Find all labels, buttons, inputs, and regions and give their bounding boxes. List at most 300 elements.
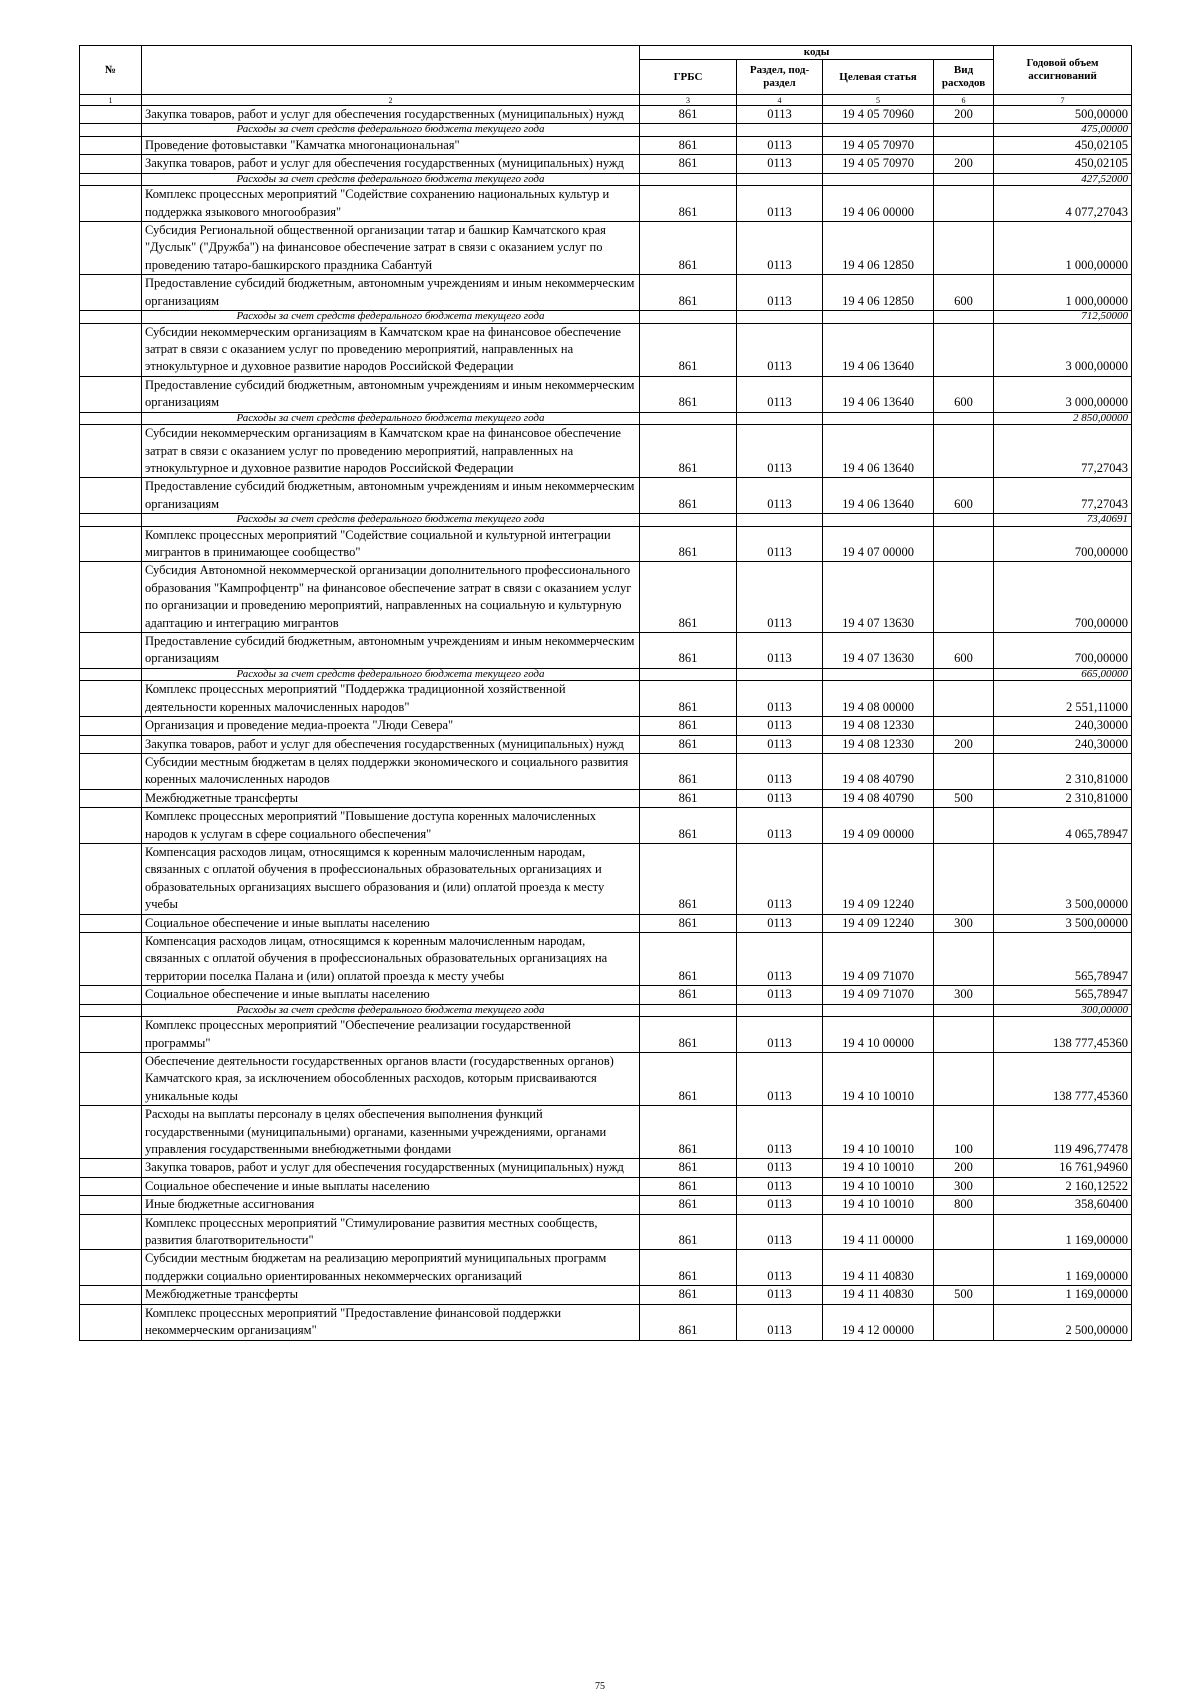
target-article-code: 19 4 05 70970 bbox=[823, 136, 934, 154]
col-number: 1 bbox=[80, 95, 142, 106]
grbs-code: 861 bbox=[640, 275, 737, 311]
section-code: 0113 bbox=[737, 136, 823, 154]
grbs-code: 861 bbox=[640, 933, 737, 986]
expense-type-code: 200 bbox=[934, 106, 994, 124]
annual-amount: 77,27043 bbox=[994, 478, 1132, 514]
row-description: Субсидия Автономной некоммерческой организации дополнительного профессионального образования "Кампрофцентр" на финансовое обеспечение затрат в связи с оказанием услуг по организации и проведению мероприятий, направленных на социальную и культурную адаптацию и интеграцию мигрантов bbox=[142, 562, 640, 633]
target-article-code: 19 4 09 00000 bbox=[823, 808, 934, 844]
federal-note: Расходы за счет средств федерального бюджета текущего года bbox=[142, 311, 640, 324]
expense-type-code bbox=[934, 1017, 994, 1053]
federal-amount: 427,52000 bbox=[994, 173, 1132, 186]
header-column-numbers bbox=[80, 95, 1132, 106]
row-description: Субсидии местным бюджетам в целях поддержки экономического и социального развития коренных малочисленных народов bbox=[142, 754, 640, 790]
annual-amount: 2 551,11000 bbox=[994, 681, 1132, 717]
empty-code-cell bbox=[823, 173, 934, 186]
table-row bbox=[80, 789, 1132, 807]
expense-type-code bbox=[934, 1250, 994, 1286]
row-number-cell bbox=[80, 668, 142, 681]
col-number: 3 bbox=[640, 95, 737, 106]
federal-amount: 712,50000 bbox=[994, 311, 1132, 324]
annual-amount: 240,30000 bbox=[994, 717, 1132, 735]
annual-amount: 138 777,45360 bbox=[994, 1017, 1132, 1053]
header-codes: коды bbox=[640, 46, 994, 60]
table-row bbox=[80, 1017, 1132, 1053]
table-row bbox=[80, 1286, 1132, 1304]
col-number: 2 bbox=[142, 95, 640, 106]
expense-type-code bbox=[934, 562, 994, 633]
grbs-code: 861 bbox=[640, 323, 737, 376]
empty-code-cell bbox=[640, 412, 737, 425]
target-article-code: 19 4 07 13630 bbox=[823, 633, 934, 669]
annual-amount: 500,00000 bbox=[994, 106, 1132, 124]
row-description: Социальное обеспечение и иные выплаты населению bbox=[142, 1177, 640, 1195]
empty-code-cell bbox=[640, 1004, 737, 1017]
grbs-code: 861 bbox=[640, 222, 737, 275]
federal-note: Расходы за счет средств федерального бюджета текущего года bbox=[142, 124, 640, 137]
row-description: Субсидии местным бюджетам на реализацию мероприятий муниципальных программ поддержки социально ориентированных некоммерческих организаций bbox=[142, 1250, 640, 1286]
table-row bbox=[80, 1159, 1132, 1177]
empty-code-cell bbox=[823, 311, 934, 324]
target-article-code: 19 4 06 12850 bbox=[823, 222, 934, 275]
section-code: 0113 bbox=[737, 478, 823, 514]
table-row bbox=[80, 425, 1132, 478]
section-code: 0113 bbox=[737, 1250, 823, 1286]
empty-code-cell bbox=[737, 668, 823, 681]
row-number-cell bbox=[80, 275, 142, 311]
row-number-cell bbox=[80, 186, 142, 222]
target-article-code: 19 4 10 00000 bbox=[823, 1017, 934, 1053]
federal-note: Расходы за счет средств федерального бюджета текущего года bbox=[142, 1004, 640, 1017]
row-description: Компенсация расходов лицам, относящимся к коренным малочисленным народам, связанных с оплатой обучения в профессиональных образовательных организациях и образовательных организациях высшего образования и (или) оплатой проезда к месту учебы bbox=[142, 844, 640, 915]
row-number-cell bbox=[80, 1004, 142, 1017]
row-number-cell bbox=[80, 136, 142, 154]
grbs-code: 861 bbox=[640, 808, 737, 844]
federal-amount: 2 850,00000 bbox=[994, 412, 1132, 425]
target-article-code: 19 4 08 00000 bbox=[823, 681, 934, 717]
empty-code-cell bbox=[823, 668, 934, 681]
row-number-cell bbox=[80, 323, 142, 376]
empty-code-cell bbox=[737, 1004, 823, 1017]
row-description: Предоставление субсидий бюджетным, автономным учреждениям и иным некоммерческим организациям bbox=[142, 275, 640, 311]
table-body bbox=[80, 106, 1132, 1341]
grbs-code: 861 bbox=[640, 717, 737, 735]
grbs-code: 861 bbox=[640, 1214, 737, 1250]
target-article-code: 19 4 10 10010 bbox=[823, 1177, 934, 1195]
col-number: 6 bbox=[934, 95, 994, 106]
grbs-code: 861 bbox=[640, 1053, 737, 1106]
row-description: Комплекс процессных мероприятий "Содействие социальной и культурной интеграции мигрантов в принимающее сообщество" bbox=[142, 526, 640, 562]
header-annual-volume: Годовой объем ассигнований bbox=[994, 46, 1132, 95]
section-code: 0113 bbox=[737, 1106, 823, 1159]
federal-amount: 73,40691 bbox=[994, 514, 1132, 527]
federal-note: Расходы за счет средств федерального бюджета текущего года bbox=[142, 173, 640, 186]
section-code: 0113 bbox=[737, 562, 823, 633]
expense-type-code: 300 bbox=[934, 1177, 994, 1195]
federal-budget-row bbox=[80, 514, 1132, 527]
expense-type-code bbox=[934, 1304, 994, 1340]
table-row bbox=[80, 186, 1132, 222]
federal-budget-row bbox=[80, 124, 1132, 137]
section-code: 0113 bbox=[737, 633, 823, 669]
row-number-cell bbox=[80, 735, 142, 753]
table-row bbox=[80, 1053, 1132, 1106]
row-number-cell bbox=[80, 222, 142, 275]
grbs-code: 861 bbox=[640, 478, 737, 514]
table-row bbox=[80, 1196, 1132, 1214]
federal-amount: 300,00000 bbox=[994, 1004, 1132, 1017]
row-description: Комплекс процессных мероприятий "Стимулирование развития местных сообществ, развития благотворительности" bbox=[142, 1214, 640, 1250]
target-article-code: 19 4 09 71070 bbox=[823, 986, 934, 1004]
section-code: 0113 bbox=[737, 1017, 823, 1053]
row-number-cell bbox=[80, 1196, 142, 1214]
expense-type-code: 500 bbox=[934, 1286, 994, 1304]
expense-type-code bbox=[934, 754, 994, 790]
table-row bbox=[80, 562, 1132, 633]
section-code: 0113 bbox=[737, 754, 823, 790]
target-article-code: 19 4 10 10010 bbox=[823, 1106, 934, 1159]
section-code: 0113 bbox=[737, 1304, 823, 1340]
section-code: 0113 bbox=[737, 717, 823, 735]
row-description: Проведение фотовыставки "Камчатка многонациональная" bbox=[142, 136, 640, 154]
federal-budget-row bbox=[80, 412, 1132, 425]
section-code: 0113 bbox=[737, 808, 823, 844]
row-description: Комплекс процессных мероприятий "Обеспечение реализации государственной программы" bbox=[142, 1017, 640, 1053]
target-article-code: 19 4 06 00000 bbox=[823, 186, 934, 222]
target-article-code: 19 4 09 12240 bbox=[823, 844, 934, 915]
expense-type-code bbox=[934, 1053, 994, 1106]
row-number-cell bbox=[80, 124, 142, 137]
section-code: 0113 bbox=[737, 933, 823, 986]
table-row bbox=[80, 914, 1132, 932]
row-description: Закупка товаров, работ и услуг для обеспечения государственных (муниципальных) нужд bbox=[142, 735, 640, 753]
grbs-code: 861 bbox=[640, 754, 737, 790]
row-description: Субсидия Региональной общественной организации татар и башкир Камчатского края "Дуслык" ("Дружба") на финансовое обеспечение затрат в связи с оказанием услуг по проведению татаро-башкирского праздника Сабантуй bbox=[142, 222, 640, 275]
row-number-cell bbox=[80, 106, 142, 124]
expense-type-code bbox=[934, 681, 994, 717]
table-row bbox=[80, 933, 1132, 986]
row-description: Межбюджетные трансферты bbox=[142, 1286, 640, 1304]
federal-note: Расходы за счет средств федерального бюджета текущего года bbox=[142, 514, 640, 527]
expense-type-code: 600 bbox=[934, 478, 994, 514]
target-article-code: 19 4 09 12240 bbox=[823, 914, 934, 932]
row-number-cell bbox=[80, 311, 142, 324]
expense-type-code: 600 bbox=[934, 275, 994, 311]
section-code: 0113 bbox=[737, 1286, 823, 1304]
empty-code-cell bbox=[737, 124, 823, 137]
section-code: 0113 bbox=[737, 1053, 823, 1106]
row-number-cell bbox=[80, 1017, 142, 1053]
grbs-code: 861 bbox=[640, 914, 737, 932]
section-code: 0113 bbox=[737, 106, 823, 124]
annual-amount: 565,78947 bbox=[994, 986, 1132, 1004]
row-description: Закупка товаров, работ и услуг для обеспечения государственных (муниципальных) нужд bbox=[142, 106, 640, 124]
expense-type-code: 800 bbox=[934, 1196, 994, 1214]
col-number: 5 bbox=[823, 95, 934, 106]
grbs-code: 861 bbox=[640, 1177, 737, 1195]
target-article-code: 19 4 08 40790 bbox=[823, 754, 934, 790]
annual-amount: 1 169,00000 bbox=[994, 1250, 1132, 1286]
section-code: 0113 bbox=[737, 789, 823, 807]
annual-amount: 450,02105 bbox=[994, 155, 1132, 173]
row-number-cell bbox=[80, 681, 142, 717]
annual-amount: 77,27043 bbox=[994, 425, 1132, 478]
expense-type-code bbox=[934, 136, 994, 154]
table-row bbox=[80, 323, 1132, 376]
row-number-cell bbox=[80, 754, 142, 790]
section-code: 0113 bbox=[737, 1214, 823, 1250]
row-number-cell bbox=[80, 844, 142, 915]
empty-code-cell bbox=[737, 514, 823, 527]
section-code: 0113 bbox=[737, 275, 823, 311]
row-number-cell bbox=[80, 914, 142, 932]
header-target-article: Целевая статья bbox=[823, 60, 934, 95]
section-code: 0113 bbox=[737, 222, 823, 275]
target-article-code: 19 4 08 12330 bbox=[823, 717, 934, 735]
table-row bbox=[80, 155, 1132, 173]
expense-type-code bbox=[934, 1214, 994, 1250]
expense-type-code: 200 bbox=[934, 1159, 994, 1177]
table-row bbox=[80, 526, 1132, 562]
expense-type-code bbox=[934, 933, 994, 986]
expense-type-code: 300 bbox=[934, 914, 994, 932]
row-description: Компенсация расходов лицам, относящимся к коренным малочисленным народам, связанных с оплатой обучения в профессиональных образовательных организациях на территории поселка Палана и (или) оплатой проезда к месту учебы bbox=[142, 933, 640, 986]
row-description: Предоставление субсидий бюджетным, автономным учреждениям и иным некоммерческим организациям bbox=[142, 376, 640, 412]
expense-type-code: 500 bbox=[934, 789, 994, 807]
grbs-code: 861 bbox=[640, 1250, 737, 1286]
annual-amount: 3 500,00000 bbox=[994, 914, 1132, 932]
table-row bbox=[80, 106, 1132, 124]
grbs-code: 861 bbox=[640, 844, 737, 915]
row-number-cell bbox=[80, 526, 142, 562]
table-row bbox=[80, 1214, 1132, 1250]
annual-amount: 3 000,00000 bbox=[994, 376, 1132, 412]
grbs-code: 861 bbox=[640, 1017, 737, 1053]
target-article-code: 19 4 06 13640 bbox=[823, 425, 934, 478]
target-article-code: 19 4 06 13640 bbox=[823, 376, 934, 412]
grbs-code: 861 bbox=[640, 633, 737, 669]
grbs-code: 861 bbox=[640, 789, 737, 807]
empty-code-cell bbox=[640, 311, 737, 324]
annual-amount: 700,00000 bbox=[994, 526, 1132, 562]
expense-type-code: 600 bbox=[934, 633, 994, 669]
section-code: 0113 bbox=[737, 1177, 823, 1195]
empty-code-cell bbox=[823, 412, 934, 425]
empty-code-cell bbox=[934, 412, 994, 425]
target-article-code: 19 4 10 10010 bbox=[823, 1053, 934, 1106]
row-description: Закупка товаров, работ и услуг для обеспечения государственных (муниципальных) нужд bbox=[142, 155, 640, 173]
row-description: Организация и проведение медиа-проекта "Люди Севера" bbox=[142, 717, 640, 735]
col-number: 4 bbox=[737, 95, 823, 106]
row-number-cell bbox=[80, 412, 142, 425]
section-code: 0113 bbox=[737, 186, 823, 222]
table-row bbox=[80, 275, 1132, 311]
table-row bbox=[80, 717, 1132, 735]
empty-code-cell bbox=[934, 124, 994, 137]
grbs-code: 861 bbox=[640, 136, 737, 154]
expense-type-code bbox=[934, 717, 994, 735]
table-row bbox=[80, 1250, 1132, 1286]
row-description: Обеспечение деятельности государственных органов власти (государственных органов) Камчатского края, за исключением обособленных расходов, которым присваиваются уникальные коды bbox=[142, 1053, 640, 1106]
expense-type-code bbox=[934, 323, 994, 376]
row-description: Комплекс процессных мероприятий "Повышение доступа коренных малочисленных народов к услугам в сфере социального обеспечения" bbox=[142, 808, 640, 844]
expense-type-code bbox=[934, 808, 994, 844]
row-description: Субсидии некоммерческим организациям в Камчатском крае на финансовое обеспечение затрат в связи с оказанием услуг по проведению мероприятий, направленных на этнокультурное и духовное развитие народов Российской Федерации bbox=[142, 425, 640, 478]
table-row bbox=[80, 222, 1132, 275]
section-code: 0113 bbox=[737, 155, 823, 173]
grbs-code: 861 bbox=[640, 735, 737, 753]
grbs-code: 861 bbox=[640, 1304, 737, 1340]
annual-amount: 1 000,00000 bbox=[994, 275, 1132, 311]
row-description: Комплекс процессных мероприятий "Содействие сохранению национальных культур и поддержка языкового многообразия" bbox=[142, 186, 640, 222]
federal-amount: 475,00000 bbox=[994, 124, 1132, 137]
target-article-code: 19 4 05 70970 bbox=[823, 155, 934, 173]
federal-note: Расходы за счет средств федерального бюджета текущего года bbox=[142, 412, 640, 425]
row-number-cell bbox=[80, 1106, 142, 1159]
annual-amount: 16 761,94960 bbox=[994, 1159, 1132, 1177]
row-number-cell bbox=[80, 1053, 142, 1106]
target-article-code: 19 4 06 12850 bbox=[823, 275, 934, 311]
page-number: 75 bbox=[595, 1681, 605, 1692]
row-number-cell bbox=[80, 1286, 142, 1304]
expense-type-code bbox=[934, 425, 994, 478]
row-number-cell bbox=[80, 155, 142, 173]
target-article-code: 19 4 07 13630 bbox=[823, 562, 934, 633]
expense-type-code bbox=[934, 844, 994, 915]
empty-code-cell bbox=[823, 124, 934, 137]
section-code: 0113 bbox=[737, 735, 823, 753]
target-article-code: 19 4 10 10010 bbox=[823, 1196, 934, 1214]
expense-type-code: 100 bbox=[934, 1106, 994, 1159]
row-number-cell bbox=[80, 808, 142, 844]
grbs-code: 861 bbox=[640, 186, 737, 222]
empty-code-cell bbox=[934, 514, 994, 527]
grbs-code: 861 bbox=[640, 376, 737, 412]
target-article-code: 19 4 11 40830 bbox=[823, 1286, 934, 1304]
expense-type-code bbox=[934, 526, 994, 562]
section-code: 0113 bbox=[737, 1196, 823, 1214]
row-description: Предоставление субсидий бюджетным, автономным учреждениям и иным некоммерческим организациям bbox=[142, 633, 640, 669]
row-number-cell bbox=[80, 1177, 142, 1195]
annual-amount: 1 000,00000 bbox=[994, 222, 1132, 275]
table-row bbox=[80, 986, 1132, 1004]
row-number-cell bbox=[80, 478, 142, 514]
target-article-code: 19 4 12 00000 bbox=[823, 1304, 934, 1340]
section-code: 0113 bbox=[737, 914, 823, 932]
table-row bbox=[80, 633, 1132, 669]
expense-type-code: 200 bbox=[934, 155, 994, 173]
section-code: 0113 bbox=[737, 323, 823, 376]
expense-type-code bbox=[934, 186, 994, 222]
empty-code-cell bbox=[934, 173, 994, 186]
annual-amount: 565,78947 bbox=[994, 933, 1132, 986]
header-grbs: ГРБС bbox=[640, 60, 737, 95]
empty-code-cell bbox=[640, 173, 737, 186]
row-number-cell bbox=[80, 1304, 142, 1340]
expense-type-code: 600 bbox=[934, 376, 994, 412]
annual-amount: 3 500,00000 bbox=[994, 844, 1132, 915]
row-description: Предоставление субсидий бюджетным, автономным учреждениям и иным некоммерческим организациям bbox=[142, 478, 640, 514]
empty-code-cell bbox=[737, 311, 823, 324]
section-code: 0113 bbox=[737, 526, 823, 562]
empty-code-cell bbox=[640, 668, 737, 681]
row-number-cell bbox=[80, 1214, 142, 1250]
table-row bbox=[80, 376, 1132, 412]
row-number-cell bbox=[80, 789, 142, 807]
row-number-cell bbox=[80, 1250, 142, 1286]
empty-code-cell bbox=[640, 514, 737, 527]
annual-amount: 2 500,00000 bbox=[994, 1304, 1132, 1340]
target-article-code: 19 4 10 10010 bbox=[823, 1159, 934, 1177]
grbs-code: 861 bbox=[640, 681, 737, 717]
target-article-code: 19 4 06 13640 bbox=[823, 478, 934, 514]
table-row bbox=[80, 735, 1132, 753]
expense-type-code: 300 bbox=[934, 986, 994, 1004]
annual-amount: 2 310,81000 bbox=[994, 754, 1132, 790]
target-article-code: 19 4 08 40790 bbox=[823, 789, 934, 807]
header-section: Раздел, под-раздел bbox=[737, 60, 823, 95]
grbs-code: 861 bbox=[640, 1106, 737, 1159]
grbs-code: 861 bbox=[640, 155, 737, 173]
row-description: Расходы на выплаты персоналу в целях обеспечения выполнения функций государственными (муниципальными) органами, казенными учреждениями, органами управления государственными внебюджетными фондами bbox=[142, 1106, 640, 1159]
row-number-cell bbox=[80, 1159, 142, 1177]
federal-amount: 665,00000 bbox=[994, 668, 1132, 681]
header-expense-type: Вид расходов bbox=[934, 60, 994, 95]
table-row bbox=[80, 844, 1132, 915]
row-number-cell bbox=[80, 933, 142, 986]
expense-type-code bbox=[934, 222, 994, 275]
annual-amount: 2 160,12522 bbox=[994, 1177, 1132, 1195]
row-number-cell bbox=[80, 514, 142, 527]
table-row bbox=[80, 1177, 1132, 1195]
table-row bbox=[80, 808, 1132, 844]
table-row bbox=[80, 1106, 1132, 1159]
federal-budget-row bbox=[80, 173, 1132, 186]
section-code: 0113 bbox=[737, 425, 823, 478]
section-code: 0113 bbox=[737, 1159, 823, 1177]
section-code: 0113 bbox=[737, 376, 823, 412]
row-description: Межбюджетные трансферты bbox=[142, 789, 640, 807]
expense-type-code: 200 bbox=[934, 735, 994, 753]
annual-amount: 1 169,00000 bbox=[994, 1214, 1132, 1250]
annual-amount: 700,00000 bbox=[994, 562, 1132, 633]
annual-amount: 4 077,27043 bbox=[994, 186, 1132, 222]
grbs-code: 861 bbox=[640, 1286, 737, 1304]
target-article-code: 19 4 08 12330 bbox=[823, 735, 934, 753]
table-row bbox=[80, 136, 1132, 154]
empty-code-cell bbox=[823, 514, 934, 527]
target-article-code: 19 4 11 40830 bbox=[823, 1250, 934, 1286]
row-description: Субсидии некоммерческим организациям в Камчатском крае на финансовое обеспечение затрат в связи с оказанием услуг по проведению мероприятий, направленных на этнокультурное и духовное развитие народов Российской Федерации bbox=[142, 323, 640, 376]
annual-amount: 4 065,78947 bbox=[994, 808, 1132, 844]
row-number-cell bbox=[80, 633, 142, 669]
grbs-code: 861 bbox=[640, 562, 737, 633]
header-description bbox=[142, 46, 640, 95]
empty-code-cell bbox=[823, 1004, 934, 1017]
target-article-code: 19 4 05 70960 bbox=[823, 106, 934, 124]
row-description: Закупка товаров, работ и услуг для обеспечения государственных (муниципальных) нужд bbox=[142, 1159, 640, 1177]
empty-code-cell bbox=[934, 668, 994, 681]
row-description: Социальное обеспечение и иные выплаты населению bbox=[142, 914, 640, 932]
annual-amount: 358,60400 bbox=[994, 1196, 1132, 1214]
table-row bbox=[80, 681, 1132, 717]
table-row bbox=[80, 1304, 1132, 1340]
federal-budget-row bbox=[80, 668, 1132, 681]
grbs-code: 861 bbox=[640, 1196, 737, 1214]
col-number: 7 bbox=[994, 95, 1132, 106]
header-number: № bbox=[80, 46, 142, 95]
grbs-code: 861 bbox=[640, 526, 737, 562]
row-number-cell bbox=[80, 425, 142, 478]
